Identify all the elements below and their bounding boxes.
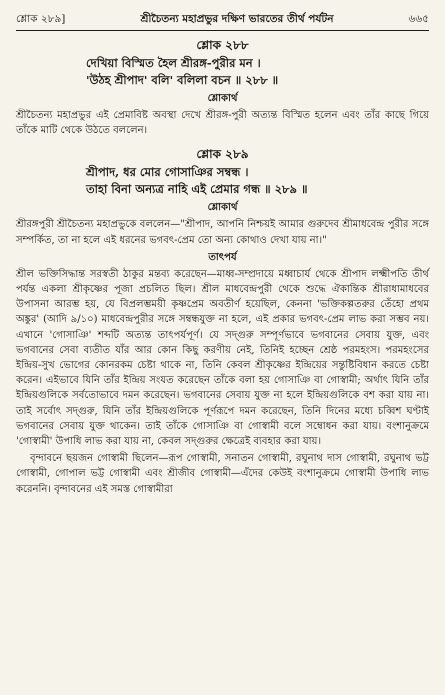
header-chapter-title: শ্রীচৈতন্য মহাপ্রভুর দক্ষিণ ভারতের তীর্থ পর্যটন [140, 13, 334, 25]
verse-288-translation: শ্রীচৈতন্য মহাপ্রভুর এই প্রেমাবিষ্ট অবস্থা দেখে শ্রীরঙ্গ-পুরী অত্যন্ত বিস্মিত হলেন এবং তাঁর কাছে গিয়ে তাঁকে মাটি থেকে উঠতে বললেন। [16, 110, 429, 137]
verse-line: তাহা বিনা অন্যত্র নাহি এই প্রেমার গন্ধ ॥ ২৮৯ ॥ [86, 182, 308, 197]
purport-paragraph: বৃন্দাবনে ছয়জন গোস্বামী ছিলেন—রূপ গোস্বামী, সনাতন গোস্বামী, রঘুনাথ দাস গোস্বামী, রঘুনাথ ভট্ট গোস্বামী, গোপাল ভট্ট গোস্বামী এবং শ্রীজীব গোস্বামী—এঁদের কেউই বংশানুক্রমে গোস্বামী উপাধি লাভ করেননি। বৃন্দাবনের এই সমস্ত গোস্বামীরা [16, 453, 429, 495]
header-verse-ref: শ্লোক ২৮৯] [16, 13, 66, 25]
verse-288-translation-heading: শ্লোকার্থ [207, 93, 238, 104]
verse-289-heading: শ্লোক ২৮৯ [196, 147, 249, 162]
verse-288-heading: শ্লোক ২৮৮ [196, 38, 249, 52]
verse-line: শ্রীপাদ, ধর মোর গোসাঞির সম্বন্ধ । [86, 165, 249, 180]
verse-289-translation-heading: শ্লোকার্থ [207, 202, 238, 214]
verse-288-text [86, 55, 429, 89]
purport-paragraph: শ্রীল ভক্তিসিদ্ধান্ত সরস্বতী ঠাকুর মন্তব্য করেছেন—মাধ্ব-সম্প্রদায়ে মধ্বাচার্য থেকে শ্রীপাদ লক্ষ্মীপতি তীর্থ পর্যন্ত একলা শ্রীকৃষ্ণের পূজা প্রচলিত ছিল। শ্রীল মাধবেন্দ্রপুরী থেকে শুদ্ধে ঐকান্তিক শ্রীরাধামাধবের উপাসনা আরম্ভ হয়, যে বিপ্রলম্ভময়ী কৃষ্ণপ্রেম অবতীর্ণ হয়েছিল, কেননা 'ভক্তিকল্পতরুর তেঁহো প্রথম অঙ্কুর' (আদি ৯/১০) মাধবেন্দ্রপুরীর সঙ্গে সম্বন্ধযুক্ত না হলে, এই প্রকার ভগবৎ-প্রেম লাভ করা সম্ভব নয়। এখানে 'গোসাঞি' শব্দটি অত্যন্ত তাৎপর্যপূর্ণ। যে সদ্গুরু সম্পূর্ণভাবে ভগবানের সেবায় যুক্ত, এবং ভগবানের সেবা ব্যতীত যাঁর আর কোন কিছু করণীয় নেই, তিনিই হচ্ছেন শ্রেষ্ঠ পরমহংস। পরমহংসের ইন্দ্রিয়-সুখ ভোগের কোনরকম চেষ্টা থাকে না, তিনি কেবল শ্রীকৃষ্ণের ইন্দ্রিয়ের সন্তুষ্টিবিধান করতে চেষ্টা করেন। এইভাবে যিনি তাঁর ইন্দ্রিয় সংযত করেছেন তাঁকে বলা হয় গোসাঞি বা গোস্বামী; অর্থাৎ যিনি তাঁর ইন্দ্রিয়গুলিকে সর্বতোভাবে দমন করেছেন। ভগবানের সেবায় যুক্ত না হলে ইন্দ্রিয়গুলিকে বশ করা যায় না। তাই সর্বোৎ সদ্গুরু, যিনি তাঁর ইন্দ্রিয়গুলিকে পূর্ণরূপে দমন করেছেন, তিনি দিনের মধ্যে চব্বিশ ঘণ্টাই ভগবানের সেবায় যুক্ত থাকেন। তাই তাঁকে গোসাঞি বা গোস্বামী বলে সম্বোধন করা যায়। বংশানুক্রমে 'গোস্বামী' উপাধি লাভ করা যায় না, কেবল সদ্গুরুর ক্ষেত্রেই ব্যবহার করা যায়। [16, 268, 429, 448]
page-number: ৬৬৫ [408, 13, 429, 25]
purport-heading: তাৎপর্য [208, 251, 237, 263]
verse-line: দেখিয়া বিস্মিত হৈল শ্রীরঙ্গ-পুরীর মন । [86, 56, 261, 70]
verse-289-translation: শ্রীরঙ্গপুরী শ্রীচৈতন্য মহাপ্রভুকে বললেন—"শ্রীপাদ, আপনি নিশ্চয়ই আমার গুরুদেব শ্রীমাধবেন্দ্র পুরীর সঙ্গে সম্পর্কিত, তা না হলে এই ধরনের ভগবৎ-প্রেম তো অন্য কোথাও দেখা যায় না।" [16, 219, 429, 246]
page-header [16, 12, 429, 26]
header-rule [16, 30, 429, 31]
verse-line: 'উঠহ শ্রীপাদ' বলি' বলিলা বচন ॥ ২৮৮ ॥ [86, 73, 279, 87]
verse-289-text [86, 164, 429, 198]
